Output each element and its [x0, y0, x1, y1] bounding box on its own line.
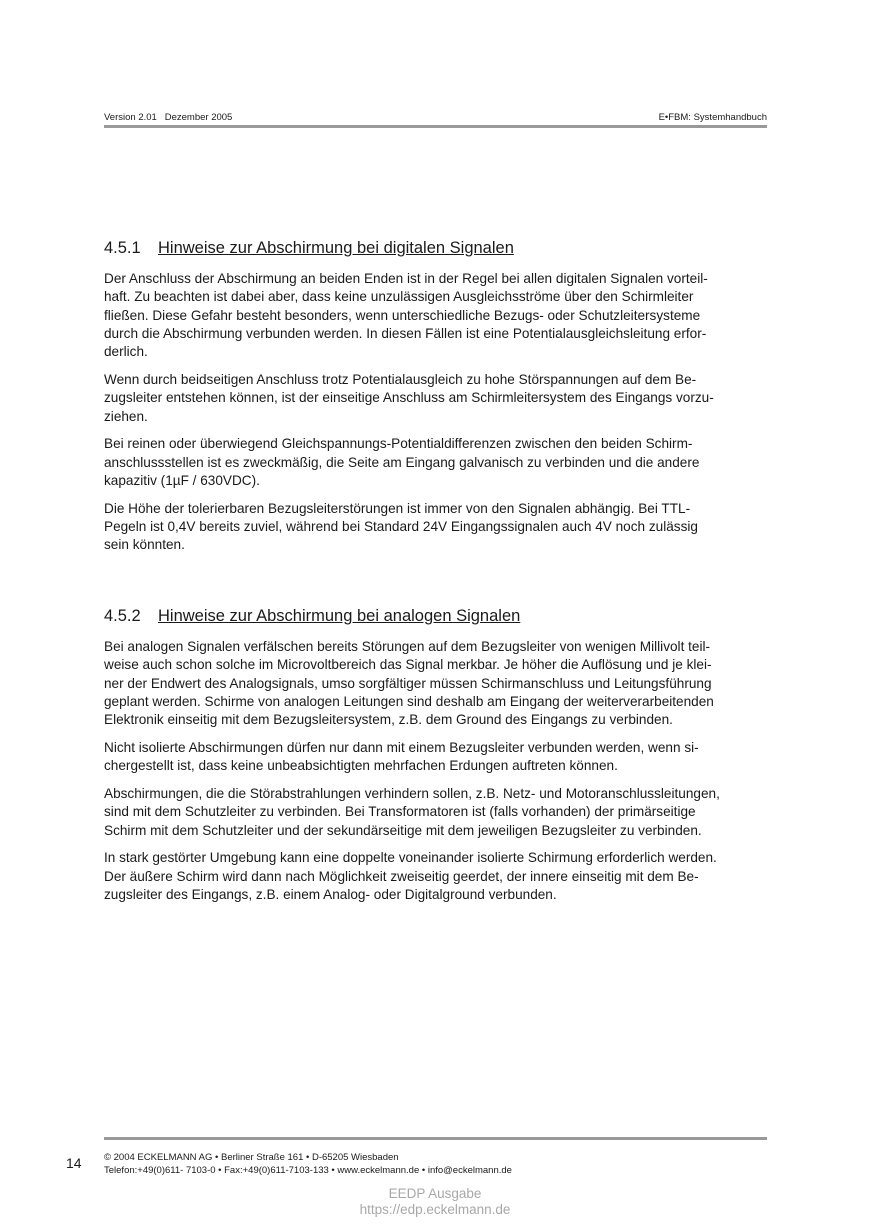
- paragraph-line: Bei reinen oder überwiegend Gleichspannungs-Potentialdifferenzen zwischen den beiden Schirm-: [104, 436, 693, 452]
- paragraph-line: chergestellt ist, dass keine unbeabsichtigten mehrfachen Erdungen auftreten können.: [104, 758, 618, 774]
- header-title: E•FBM: Systemhandbuch: [658, 112, 767, 123]
- page-header: [104, 112, 767, 123]
- paragraph-line: kapazitiv (1µF / 630VDC).: [104, 472, 260, 488]
- paragraph-line: Bei analogen Signalen verfälschen bereits Störungen auf dem Bezugsleiter von wenigen Millivolt teil-: [104, 639, 711, 654]
- paragraph: [104, 500, 769, 555]
- paragraph-line: Schirm mit dem Schutzleiter und der sekundärseitige mit dem jeweiligen Bezugsleiter zu verbinden.: [104, 822, 702, 838]
- paragraph-line: Elektronik einseitig mit dem Bezugsleitersystem, z.B. dem Ground des Eingangs zu verbinden.: [104, 712, 673, 728]
- watermark-line-2: https://edp.eckelmann.de: [359, 1202, 511, 1217]
- paragraph-line: Die Höhe der tolerierbaren Bezugsleiterstörungen ist immer von den Signalen abhängig. Bei TTL-: [104, 500, 691, 516]
- paragraph-line: Wenn durch beidseitigen Anschluss trotz Potentialausgleich zu hohe Störspannungen auf dem Be-: [104, 371, 697, 387]
- footer-rule: [104, 1137, 767, 1140]
- header-rule: [104, 125, 767, 128]
- section-number: 4.5.1: [104, 239, 141, 257]
- paragraph-line: In stark gestörter Umgebung kann eine doppelte voneinander isolierte Schirmung erforderlich werden.: [104, 850, 717, 866]
- section-4-5-2: [104, 606, 769, 914]
- watermark-line-1: EEDP Ausgabe: [388, 1186, 482, 1201]
- section-number: 4.5.2: [104, 607, 141, 625]
- paragraph-line: haft. Zu beachten ist dabei aber, dass keine unzulässigen Ausgleichsströme über den Schirmleiter: [104, 289, 694, 305]
- paragraph-line: weise auch schon solche im Microvoltbereich das Signal merkbar. Je höher die Auflösung und je klei-: [104, 657, 712, 673]
- paragraph-line: sein könnten.: [104, 537, 185, 553]
- paragraph-line: geplant werden. Schirme von analogen Leitungen sind deshalb am Eingang der weiterverarbeitenden: [104, 693, 714, 709]
- paragraph-line: sind mit dem Schutzleiter zu verbinden. Bei Transformatoren ist (falls vorhanden) der primärseitige: [104, 804, 696, 820]
- paragraph-line: Der äußere Schirm wird dann nach Möglichkeit zweiseitig geerdet, der innere einseitig mit dem Be-: [104, 868, 699, 884]
- paragraph: [104, 849, 769, 904]
- paragraph: [104, 785, 769, 840]
- paragraph-line: fließen. Diese Gefahr besteht besonders, wenn unterschiedliche Bezugs- oder Schutzleitersysteme: [104, 307, 701, 323]
- section-title: Hinweise zur Abschirmung bei analogen Signalen: [158, 607, 521, 625]
- header-version: Version 2.01 Dezember 2005: [104, 112, 233, 123]
- section-4-5-1: [104, 238, 769, 564]
- paragraph: [104, 270, 769, 361]
- paragraph-line: Pegeln ist 0,4V bereits zuviel, während bei Standard 24V Eingangssignalen auch 4V noch zulässig: [104, 519, 698, 535]
- section-title: Hinweise zur Abschirmung bei digitalen Signalen: [158, 239, 514, 257]
- paragraph-line: Der Anschluss der Abschirmung an beiden Enden ist in der Regel bei allen digitalen Signalen vorteil-: [104, 271, 708, 286]
- paragraph-line: ziehen.: [104, 408, 148, 424]
- paragraph: [104, 435, 769, 490]
- section-heading: [104, 238, 769, 258]
- page-footer: [104, 1151, 512, 1177]
- watermark: [0, 1186, 870, 1218]
- paragraph: [104, 638, 769, 729]
- footer-address: © 2004 ECKELMANN AG • Berliner Straße 161 • D-65205 Wiesbaden: [104, 1152, 399, 1163]
- paragraph-line: zugsleiter des Eingangs, z.B. einem Analog- oder Digitalground verbunden.: [104, 887, 557, 903]
- section-heading: [104, 606, 769, 626]
- paragraph-line: durch die Abschirmung verbunden werden. In diesen Fällen ist eine Potentialausgleichsleitung erfor-: [104, 325, 707, 341]
- page-number: 14: [66, 1155, 82, 1171]
- paragraph: [104, 371, 769, 426]
- footer-contact: Telefon:+49(0)611- 7103-0 • Fax:+49(0)611-7103-133 • www.eckelmann.de • info@eckelmann.de: [104, 1165, 512, 1176]
- paragraph-line: ner der Endwert des Analogsignals, umso sorgfältiger müssen Schirmanschluss und Leitungsführung: [104, 675, 712, 691]
- paragraph-line: anschlussstellen ist es zweckmäßig, die Seite am Eingang galvanisch zu verbinden und die andere: [104, 454, 700, 470]
- paragraph-line: Nicht isolierte Abschirmungen dürfen nur dann mit einem Bezugsleiter verbunden werden, wenn si-: [104, 739, 699, 755]
- paragraph-line: zugsleiter entstehen können, ist der einseitige Anschluss am Schirmleitersystem des Eingangs vorzu-: [104, 390, 714, 406]
- paragraph-line: Abschirmungen, die die Störabstrahlungen verhindern sollen, z.B. Netz- und Motoranschlussleitungen,: [104, 786, 720, 802]
- paragraph: [104, 739, 769, 776]
- paragraph-line: derlich.: [104, 344, 148, 360]
